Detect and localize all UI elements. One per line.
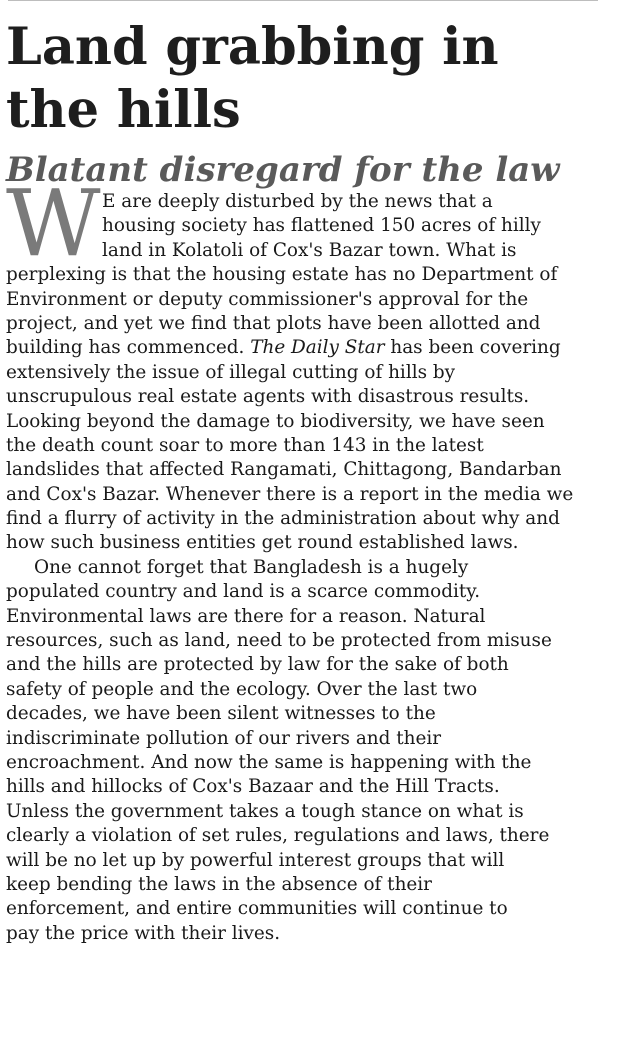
headline-line-1: Land grabbing in [6, 17, 499, 77]
subheadline: Blatant disregard for the law [6, 150, 560, 190]
text-line: One cannot forget that Bangladesh is a hugely [34, 556, 469, 578]
text-line: E are deeply disturbed by the news that a [102, 191, 493, 212]
text-line: will be no let up by powerful interest groups that will [6, 849, 505, 871]
headline-line-2: the hills [6, 80, 241, 140]
text-line: extensively the issue of illegal cutting of hills by [6, 361, 456, 383]
paragraph-2 [6, 556, 618, 946]
text-line: clearly a violation of set rules, regulations and laws, there [6, 825, 550, 847]
text-line: find a flurry of activity in the administration about why and [6, 508, 560, 530]
text-segment: building has commenced. [6, 337, 251, 359]
text-line: unscrupulous real estate agents with disastrous results. [6, 386, 530, 408]
publication-name: The Daily Star [250, 337, 385, 359]
text-line: enforcement, and entire communities will continue to [6, 898, 508, 920]
top-rule [8, 0, 598, 1]
drop-cap: W [6, 170, 101, 277]
text-line: the death count soar to more than 143 in the latest [6, 434, 484, 456]
editorial-article [6, 16, 618, 946]
text-line: how such business entities get round established laws. [6, 532, 519, 554]
text-line: populated country and land is a scarce commodity. [6, 581, 481, 603]
text-line: keep bending the laws in the absence of their [6, 873, 432, 895]
text-line: project, and yet we find that plots have been allotted and [6, 312, 541, 334]
text-line: land in Kolatoli of Cox's Bazar town. What is [102, 239, 517, 261]
text-line: pay the price with their lives. [6, 922, 281, 944]
text-line: resources, such as land, need to be protected from misuse [6, 630, 552, 652]
text-line: Looking beyond the damage to biodiversity, we have seen [6, 410, 545, 432]
text-line: decades, we have been silent witnesses to the [6, 703, 436, 725]
text-line: indiscriminate pollution of our rivers and their [6, 727, 442, 749]
text-line: housing society has flattened 150 acres of hilly [102, 215, 541, 237]
text-line: perplexing is that the housing estate has no Department of [6, 264, 558, 286]
text-line: safety of people and the ecology. Over the last two [6, 678, 478, 700]
text-line: Unless the government takes a tough stance on what is [6, 800, 524, 822]
headline [6, 16, 618, 142]
text-line: encroachment. And now the same is happening with the [6, 751, 532, 773]
text-line: Environmental laws are there for a reason. Natural [6, 605, 486, 627]
text-line: hills and hillocks of Cox's Bazaar and the Hill Tracts. [6, 776, 500, 798]
text-line: and Cox's Bazar. Whenever there is a report in the media we [6, 483, 574, 505]
text-line [6, 336, 618, 360]
text-line: landslides that affected Rangamati, Chittagong, Bandarban [6, 459, 562, 481]
text-line: and the hills are protected by law for the sake of both [6, 654, 509, 676]
text-line: Environment or deputy commissioner's approval for the [6, 288, 529, 310]
text-segment: has been covering [384, 337, 561, 359]
